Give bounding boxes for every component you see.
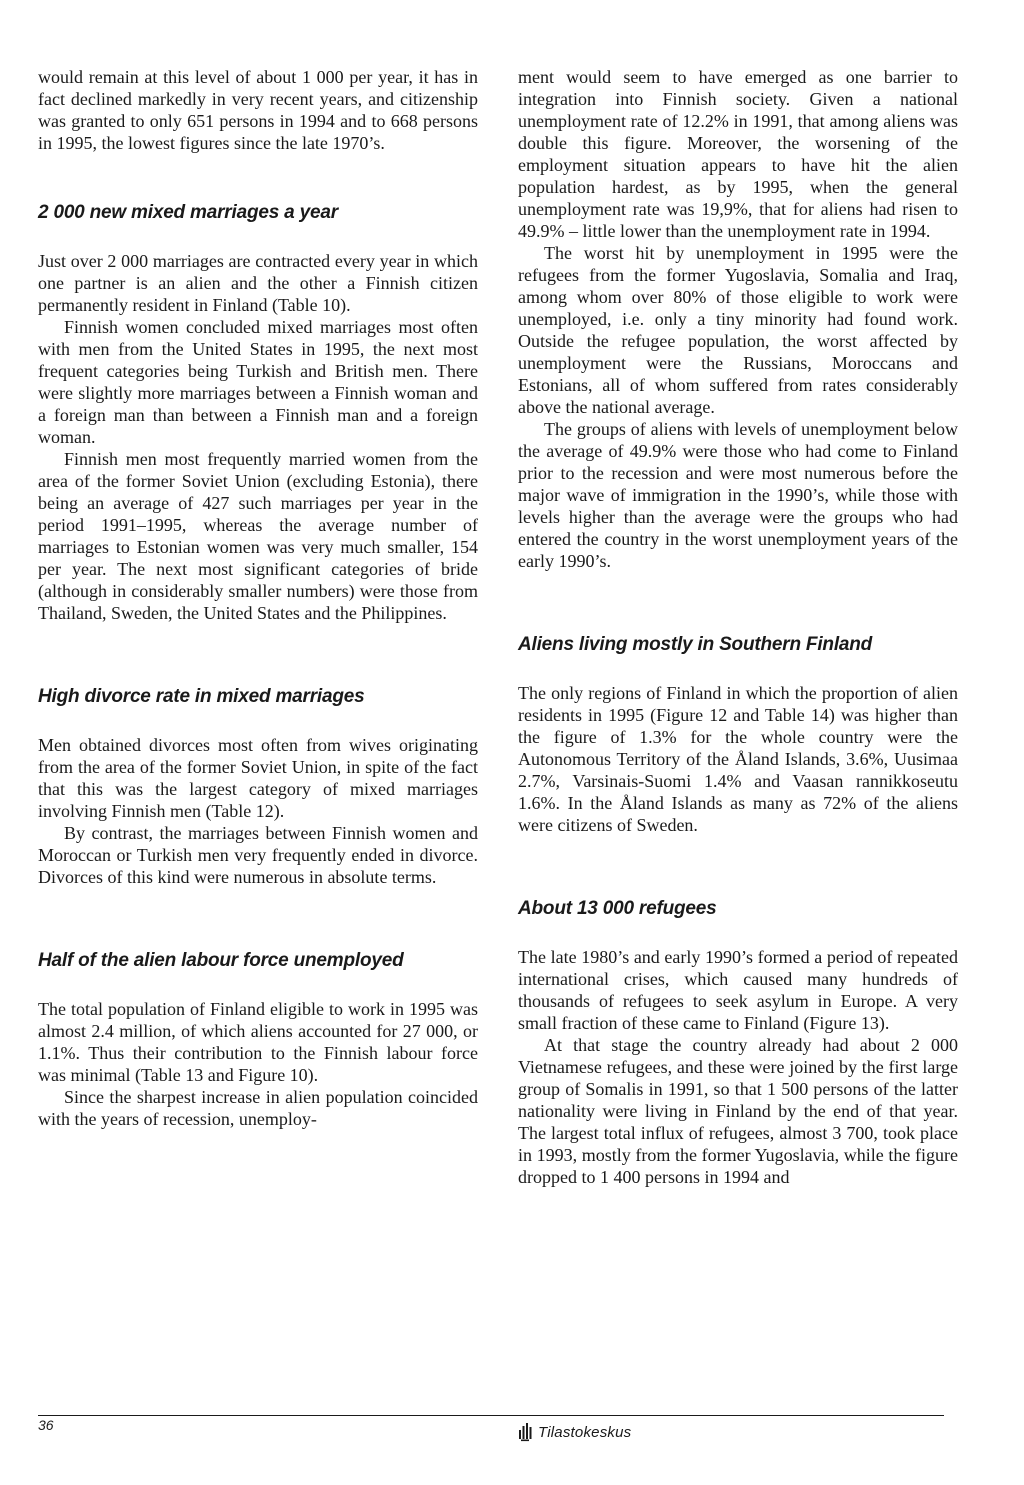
section-heading-divorce: High divorce rate in mixed marriages [38,686,365,707]
paragraph: Since the sharpest increase in alien population coincided with the years of recession, unemploy- [38,1087,478,1129]
paragraph: The worst hit by unemployment in 1995 were the refugees from the former Yugoslavia, Somalia and Iraq, among whom over 80% of those eligible to work were unemployed, i.e. only a tiny minority had found work. Outside the refugee population, the worst affected by unemployment were the Russians, Moroccans and Estonians, all of whom suffered from rates considerably above the national average. [518,243,958,417]
section-heading-labour: Half of the alien labour force unemployed [38,950,404,971]
section-body-mixed-marriages [38,250,478,624]
section-heading-mixed-marriages: 2 000 new mixed marriages a year [38,202,338,223]
section-body-divorce [38,734,478,888]
section-heading-southern-finland: Aliens living mostly in Southern Finland [518,634,873,655]
section-heading-refugees: About 13 000 refugees [518,898,717,919]
paragraph: Just over 2 000 marriages are contracted every year in which one partner is an alien and the other a Finnish citizen permanently resident in Finland (Table 10). [38,251,478,315]
paragraph: ment would seem to have emerged as one barrier to integration into Finnish society. Given a national unemployment rate of 12.2% in 1991, that among aliens was double this figure. Moreover, the worsening of the employment situation appears to have hit the alien population hardest, as by 1995, when the general unemployment rate was 19,9%, that for aliens had risen to 49.9% – little lower than the unemployment rate in 1994. [518,67,958,241]
paragraph: The groups of aliens with levels of unemployment below the average of 49.9% were those who had come to Finland prior to the recession and were most numerous before the major wave of immigration in the 1990’s, while those with levels higher than the average were the groups who had entered the country in the worst unemployment years of the early 1990’s. [518,419,958,571]
footer-divider [38,1415,944,1416]
paragraph: The only regions of Finland in which the proportion of alien residents in 1995 (Figure 12 and Table 14) was higher than the figure of 1.3% for the whole country were the Autonomous Territory of the Åland Islands, 3.6%, Uusimaa 2.7%, Varsinais-Suomi 1.4% and Vaasan rannikkoseutu 1.6%. In the Åland Islands as many as 72% of the aliens were citizens of Sweden. [518,683,958,835]
paragraph: would remain at this level of about 1 000 per year, it has in fact declined markedly in very recent years, and citizenship was granted to only 651 persons in 1994 and to 668 persons in 1995, the lowest figures since the late 1970’s. [38,67,478,153]
paragraph: At that stage the country already had about 2 000 Vietnamese refugees, and these were joined by the first large group of Somalis in 1991, so that 1 500 persons of the latter nationality were living in Finland by the end of that year. The largest total influx of refugees, almost 3 700, took place in 1993, mostly from the former Yugoslavia, while the figure dropped to 1 400 persons in 1994 and [518,1035,958,1187]
page-number: 36 [38,1417,54,1433]
publisher-name: Tilastokeskus [538,1423,632,1441]
section-body-unemployment [518,66,958,572]
section-body-labour [38,998,478,1130]
paragraph: Men obtained divorces most often from wives originating from the area of the former Soviet Union, in spite of the fact that this was the largest category of mixed marriages involving Finnish men (Table 12). [38,735,478,821]
publisher-logo [518,1421,631,1443]
section-body-southern-finland [518,682,958,836]
section-body-refugees [518,946,958,1188]
left-column [38,66,478,1130]
intro-block [38,66,478,154]
paragraph: Finnish women concluded mixed marriages most often with men from the United States in 1995, the next most frequent categories being Turkish and British men. There were slightly more marriages between a Finnish woman and a foreign man than between a Finnish man and a foreign woman. [38,317,478,447]
paragraph: Finnish men most frequently married women from the area of the former Soviet Union (excluding Estonia), there being an average of 427 such marriages per year in the period 1991–1995, whereas the average number of marriages to Estonian women was very much smaller, 154 per year. The next most significant categories of bride (although in considerably smaller numbers) were those from Thailand, Sweden, the United States and the Philippines. [38,449,478,623]
paragraph: The total population of Finland eligible to work in 1995 was almost 2.4 million, of which aliens accounted for 27 000, or 1.1%. Thus their contribution to the Finnish labour force was minimal (Table 13 and Figure 10). [38,999,478,1085]
paragraph: The late 1980’s and early 1990’s formed a period of repeated international crises, which caused many hundreds of thousands of refugees to seek asylum in Europe. A very small fraction of these came to Finland (Figure 13). [518,947,958,1033]
right-column [518,66,958,1188]
tilastokeskus-logo-icon [518,1421,534,1443]
paragraph: By contrast, the marriages between Finnish women and Moroccan or Turkish men very frequently ended in divorce. Divorces of this kind were numerous in absolute terms. [38,823,478,887]
